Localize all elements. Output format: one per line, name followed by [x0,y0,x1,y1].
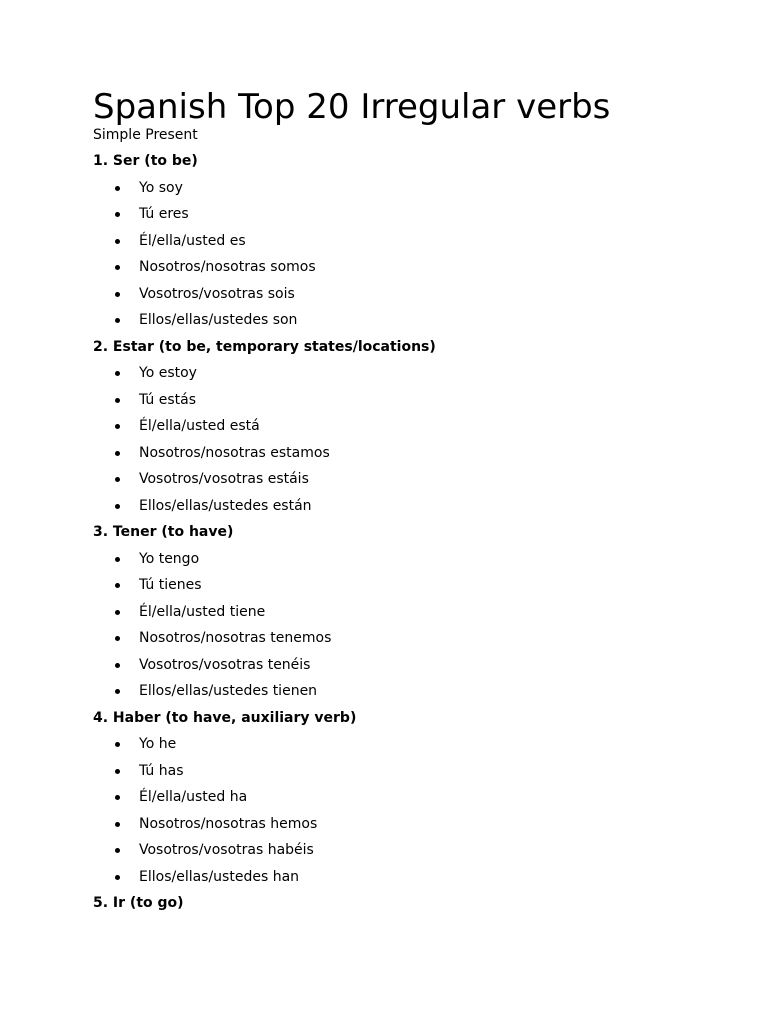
bullet-icon [115,504,120,509]
list-item [93,201,733,228]
verb-section-estar [93,334,733,520]
verb-heading: 5. Ir (to go) [93,895,184,911]
conjugation-text: Vosotros/vosotras sois [139,285,295,302]
bullet-icon [115,663,120,668]
bullet-icon [115,875,120,880]
bullet-icon [115,371,120,376]
verb-section-haber [93,705,733,891]
list-item [93,281,733,308]
conjugation-text: Él/ella/usted es [139,232,246,249]
list-item [93,625,733,652]
conjugation-list [93,360,733,519]
bullet-icon [115,424,120,429]
conjugation-text: Vosotros/vosotras habéis [139,842,314,858]
conjugation-text: Ellos/ellas/ustedes están [139,497,312,514]
list-item [93,678,733,705]
conjugation-text: Tú eres [139,206,189,222]
list-item [93,413,733,440]
conjugation-text: Nosotros/nosotras estamos [139,444,330,461]
list-item [93,599,733,626]
list-item [93,307,733,334]
verb-section-tener [93,519,733,705]
bullet-icon [115,848,120,853]
document-page [93,86,733,917]
conjugation-text: Él/ella/usted está [139,418,260,434]
verb-heading: 2. Estar (to be, temporary states/locations) [93,338,436,355]
list-item [93,572,733,599]
list-item [93,440,733,467]
conjugation-text: Yo soy [139,179,183,196]
conjugation-text: Tú tienes [139,577,202,593]
bullet-icon [115,292,120,297]
bullet-icon [115,583,120,588]
verb-heading: 1. Ser (to be) [93,153,198,169]
list-item [93,811,733,838]
bullet-icon [115,822,120,827]
conjugation-text: Tú has [139,762,184,779]
verb-heading: 3. Tener (to have) [93,524,234,540]
bullet-icon [115,795,120,800]
conjugation-list [93,175,733,334]
verb-heading: 4. Haber (to have, auxiliary verb) [93,709,357,726]
page-title: Spanish Top 20 Irregular verbs [93,87,611,127]
bullet-icon [115,477,120,482]
bullet-icon [115,398,120,403]
bullet-icon [115,636,120,641]
conjugation-text: Ellos/ellas/ustedes han [139,868,300,885]
conjugation-text: Tú estás [139,391,197,408]
conjugation-text: Yo tengo [139,550,200,567]
bullet-icon [115,610,120,615]
conjugation-text: Ellos/ellas/ustedes son [139,312,298,328]
list-item [93,228,733,255]
bullet-icon [115,689,120,694]
page-subtitle: Simple Present [93,127,198,143]
list-item [93,466,733,493]
bullet-icon [115,186,120,191]
conjugation-text: Yo estoy [139,365,197,381]
list-item [93,254,733,281]
list-item [93,758,733,785]
list-item [93,175,733,202]
bullet-icon [115,557,120,562]
list-item [93,837,733,864]
conjugation-text: Nosotros/nosotras tenemos [139,630,332,646]
conjugation-text: Él/ella/usted ha [139,789,248,805]
conjugation-text: Nosotros/nosotras hemos [139,815,318,832]
conjugation-text: Nosotros/nosotras somos [139,259,316,275]
list-item [93,546,733,573]
verb-section-ir [93,890,733,917]
conjugation-text: Vosotros/vosotras tenéis [139,656,311,673]
list-item [93,864,733,891]
conjugation-text: Ellos/ellas/ustedes tienen [139,683,318,699]
bullet-icon [115,239,120,244]
conjugation-text: Vosotros/vosotras estáis [139,471,309,487]
bullet-icon [115,318,120,323]
list-item [93,731,733,758]
conjugation-text: Yo he [139,736,177,752]
conjugation-list [93,546,733,705]
bullet-icon [115,769,120,774]
list-item [93,387,733,414]
conjugation-list [93,731,733,890]
bullet-icon [115,742,120,747]
bullet-icon [115,451,120,456]
list-item [93,652,733,679]
bullet-icon [115,265,120,270]
bullet-icon [115,212,120,217]
verb-section-ser [93,148,733,334]
list-item [93,784,733,811]
conjugation-text: Él/ella/usted tiene [139,603,266,620]
list-item [93,493,733,520]
list-item [93,360,733,387]
